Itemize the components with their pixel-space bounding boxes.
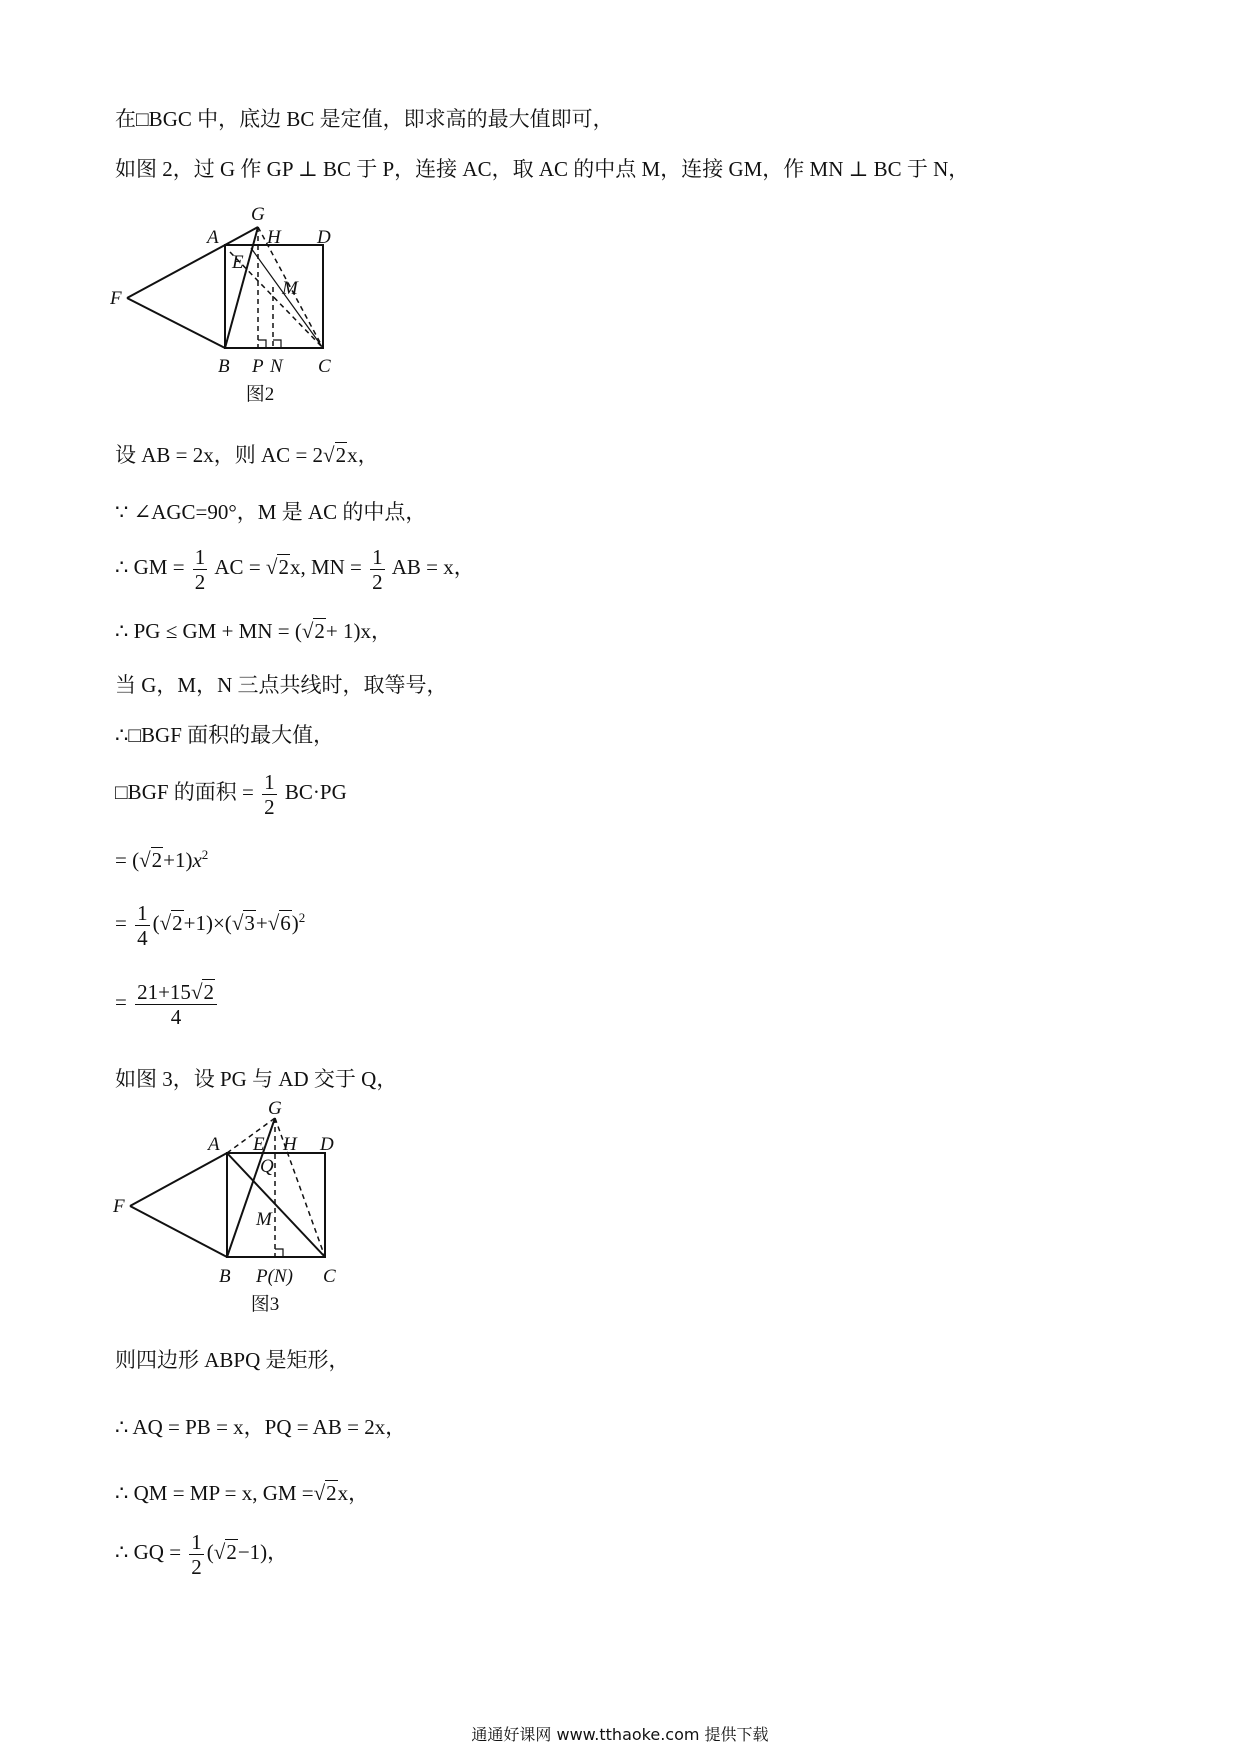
- fig2-label-C: C: [318, 356, 331, 377]
- fig3-label-F: F: [113, 1196, 125, 1217]
- figure-3: [110, 1100, 360, 1325]
- text-line-17: ∴ GQ = $\frac{1}{2}$ (√2−1)，: [115, 1529, 289, 1579]
- fig3-label-B: B: [219, 1266, 231, 1287]
- fig3-label-D: D: [320, 1134, 334, 1155]
- text-line-13: 如图 3，设 PG 与 AD 交于 Q，: [115, 1067, 398, 1091]
- fig2-label-M: M: [282, 278, 298, 299]
- text-line-9: □BGF 的面积 = $\frac{1}{2}$ BC·PG: [115, 769, 347, 819]
- fig2-caption: 图2: [245, 384, 275, 405]
- fig2-label-E: E: [232, 252, 244, 273]
- text-line-3: 设 AB = 2x，则 AC = 2√2x，: [115, 443, 379, 467]
- fig3-label-Q: Q: [260, 1156, 274, 1177]
- fig2-label-P: P: [252, 356, 264, 377]
- fig2-label-D: D: [317, 227, 331, 248]
- text-line-5: ∴ GM = $\frac{1}{2}$ AC = √2x, MN = $\frac{1}{2}$ AB = x，: [115, 544, 475, 594]
- text-line-16: ∴ QM = MP = x, GM =√2x，: [115, 1481, 370, 1505]
- fig2-label-F: F: [110, 288, 122, 309]
- fig3-label-E: E: [253, 1134, 265, 1155]
- text-line-8: ∴□BGF 面积的最大值，: [115, 723, 335, 747]
- figure-2: [110, 200, 360, 415]
- text-line-4: ∵ ∠AGC=90°，M 是 AC 的中点，: [115, 500, 427, 524]
- text-line-1: 在□BGC 中，底边 BC 是定值，即求高的最大值即可，: [115, 107, 614, 131]
- text-line-2: 如图 2，过 G 作 GP ⊥ BC 于 P，连接 AC，取 AC 的中点 M，连接 GM，作 MN ⊥ BC 于 N，: [115, 157, 970, 181]
- text-line-14: 则四边形 ABPQ 是矩形，: [115, 1348, 350, 1372]
- fig2-label-H: H: [267, 227, 281, 248]
- footer-source: 通通好课网 www.tthaoke.com 提供下载: [471, 1725, 769, 1744]
- text-line-15: ∴ AQ = PB = x，PQ = AB = 2x，: [115, 1415, 407, 1439]
- fig3-label-M: M: [256, 1209, 272, 1230]
- fig3-caption: 图3: [250, 1294, 280, 1315]
- fig2-label-B: B: [218, 356, 230, 377]
- fig3-label-PN: P(N): [256, 1266, 293, 1287]
- fig3-label-G: G: [268, 1100, 282, 1119]
- text-line-6: ∴ PG ≤ GM + MN = (√2+ 1)x，: [115, 619, 392, 643]
- fig2-label-N: N: [270, 356, 283, 377]
- fig2-label-A: A: [207, 227, 219, 248]
- text-line-12: = $\frac{21+15√2}{4}$: [115, 970, 220, 1034]
- fig3-label-A: A: [208, 1134, 220, 1155]
- text-line-7: 当 G，M，N 三点共线时，取等号，: [115, 673, 448, 697]
- fig3-label-H: H: [283, 1134, 297, 1155]
- text-line-11: = $\frac{1}{4}$ $(√2+1)\times(√3+√6)^2$: [115, 900, 306, 950]
- text-line-10: = $(√2+1)x^2$: [115, 847, 209, 872]
- fig3-label-C: C: [323, 1266, 336, 1287]
- fig2-label-G: G: [251, 204, 265, 225]
